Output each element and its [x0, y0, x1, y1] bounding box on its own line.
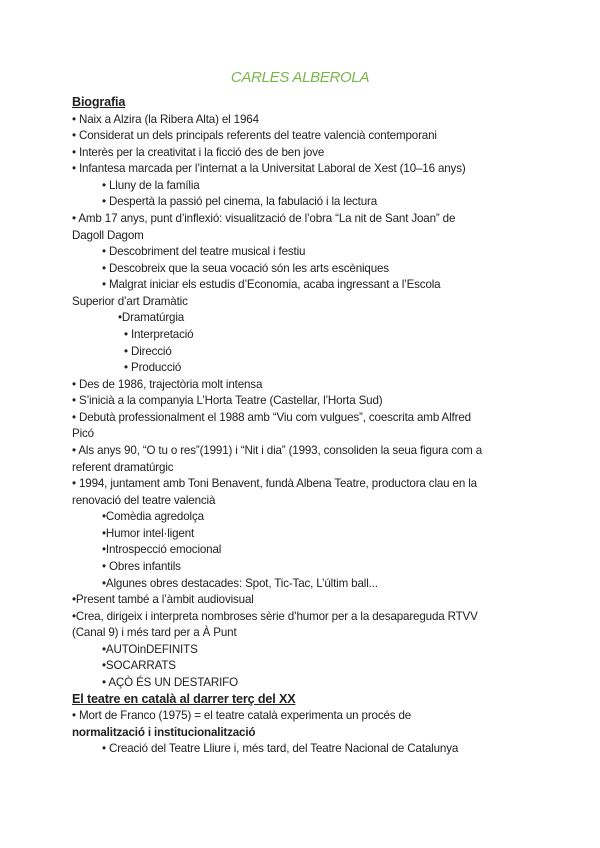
bullet-line: • Interès per la creativitat i la ficció des de ben jove	[72, 146, 325, 159]
sub-sub-bullet-line: • Direcció	[124, 345, 172, 358]
sub-bullet-line: • Descobriment del teatre musical i festiu	[102, 245, 306, 258]
sub-bullet-line: • Lluny de la família	[102, 179, 200, 192]
section-heading-teatre-catala: El teatre en català al darrer terç del XX	[72, 692, 296, 706]
sub-bullet-line: •AUTOinDEFINITS	[102, 643, 198, 656]
sub-bullet-line: • Creació del Teatre Lliure i, més tard, del Teatre Nacional de Catalunya	[102, 742, 459, 755]
bullet-line: • 1994, juntament amb Toni Benavent, fundà Albena Teatre, productora clau en la	[72, 477, 477, 490]
bullet-line: • Naix a Alzira (la Ribera Alta) el 1964	[72, 113, 259, 126]
sub-bullet-line: • AÇÒ ÉS UN DESTARIFO	[102, 676, 238, 689]
sub-bullet-line: • Descobreix que la seua vocació són les arts escèniques	[102, 262, 389, 275]
bullet-line: • S’inicià a la companyia L’Horta Teatre (Castellar, l’Horta Sud)	[72, 394, 383, 407]
sub-bullet-line: • Malgrat iniciar els estudis d’Economia, acaba ingressant a l’Escola	[102, 278, 441, 291]
document-title: CARLES ALBEROLA	[230, 69, 370, 86]
bullet-line: • Des de 1986, trajectòria molt intensa	[72, 378, 263, 391]
sub-bullet-line: •Comèdia agredolça	[102, 510, 204, 523]
continuation-line: Superior d’art Dramàtic	[72, 295, 188, 308]
bullet-line: •Crea, dirigeix i interpreta nombroses sèrie d’humor per a la desapareguda RTVV	[72, 610, 478, 623]
sub-bullet-line: •SOCARRATS	[102, 659, 176, 672]
sub-sub-bullet-line: • Interpretació	[124, 328, 194, 341]
bullet-line: •Present també a l’àmbit audiovisual	[72, 593, 254, 606]
sub-bullet-line: • Obres infantils	[102, 560, 181, 573]
bullet-line: • Mort de Franco (1975) = el teatre català experimenta un procés de	[72, 709, 412, 722]
bold-text: normalització i institucionalització	[72, 726, 256, 739]
sub-bullet-line: •Introspecció emocional	[102, 543, 222, 556]
sub-bullet-line: • Despertà la passió pel cinema, la fabulació i la lectura	[102, 195, 378, 208]
sub-sub-bullet-line: •Dramatúrgia	[118, 311, 185, 324]
continuation-line-bold	[72, 724, 255, 741]
sub-bullet-line: •Humor intel·ligent	[102, 527, 195, 540]
sub-bullet-line: •Algunes obres destacades: Spot, Tic-Tac, L’últim ball...	[102, 577, 378, 590]
bullet-line: • Amb 17 anys, punt d’inflexió: visualització de l’obra “La nit de Sant Joan” de	[72, 212, 456, 225]
continuation-line: renovació del teatre valencià	[72, 494, 216, 507]
bullet-line: • Infantesa marcada per l’internat a la Universitat Laboral de Xest (10–16 anys)	[72, 162, 466, 175]
continuation-line: (Canal 9) i més tard per a À Punt	[72, 626, 237, 639]
section-heading-biografia: Biografia	[72, 95, 126, 109]
bullet-line: • Als anys 90, “O tu o res”(1991) i “Nit i dia” (1993, consoliden la seua figura com a	[72, 444, 483, 457]
continuation-line: referent dramatúrgic	[72, 461, 174, 474]
bullet-line: • Considerat un dels principals referents del teatre valencià contemporani	[72, 129, 437, 142]
continuation-line: Dagoll Dagom	[72, 229, 144, 242]
sub-sub-bullet-line: • Producció	[124, 361, 182, 374]
continuation-line: Picó	[72, 427, 94, 440]
bullet-line: • Debutà professionalment el 1988 amb “Viu com vulgues”, coescrita amb Alfred	[72, 411, 471, 424]
